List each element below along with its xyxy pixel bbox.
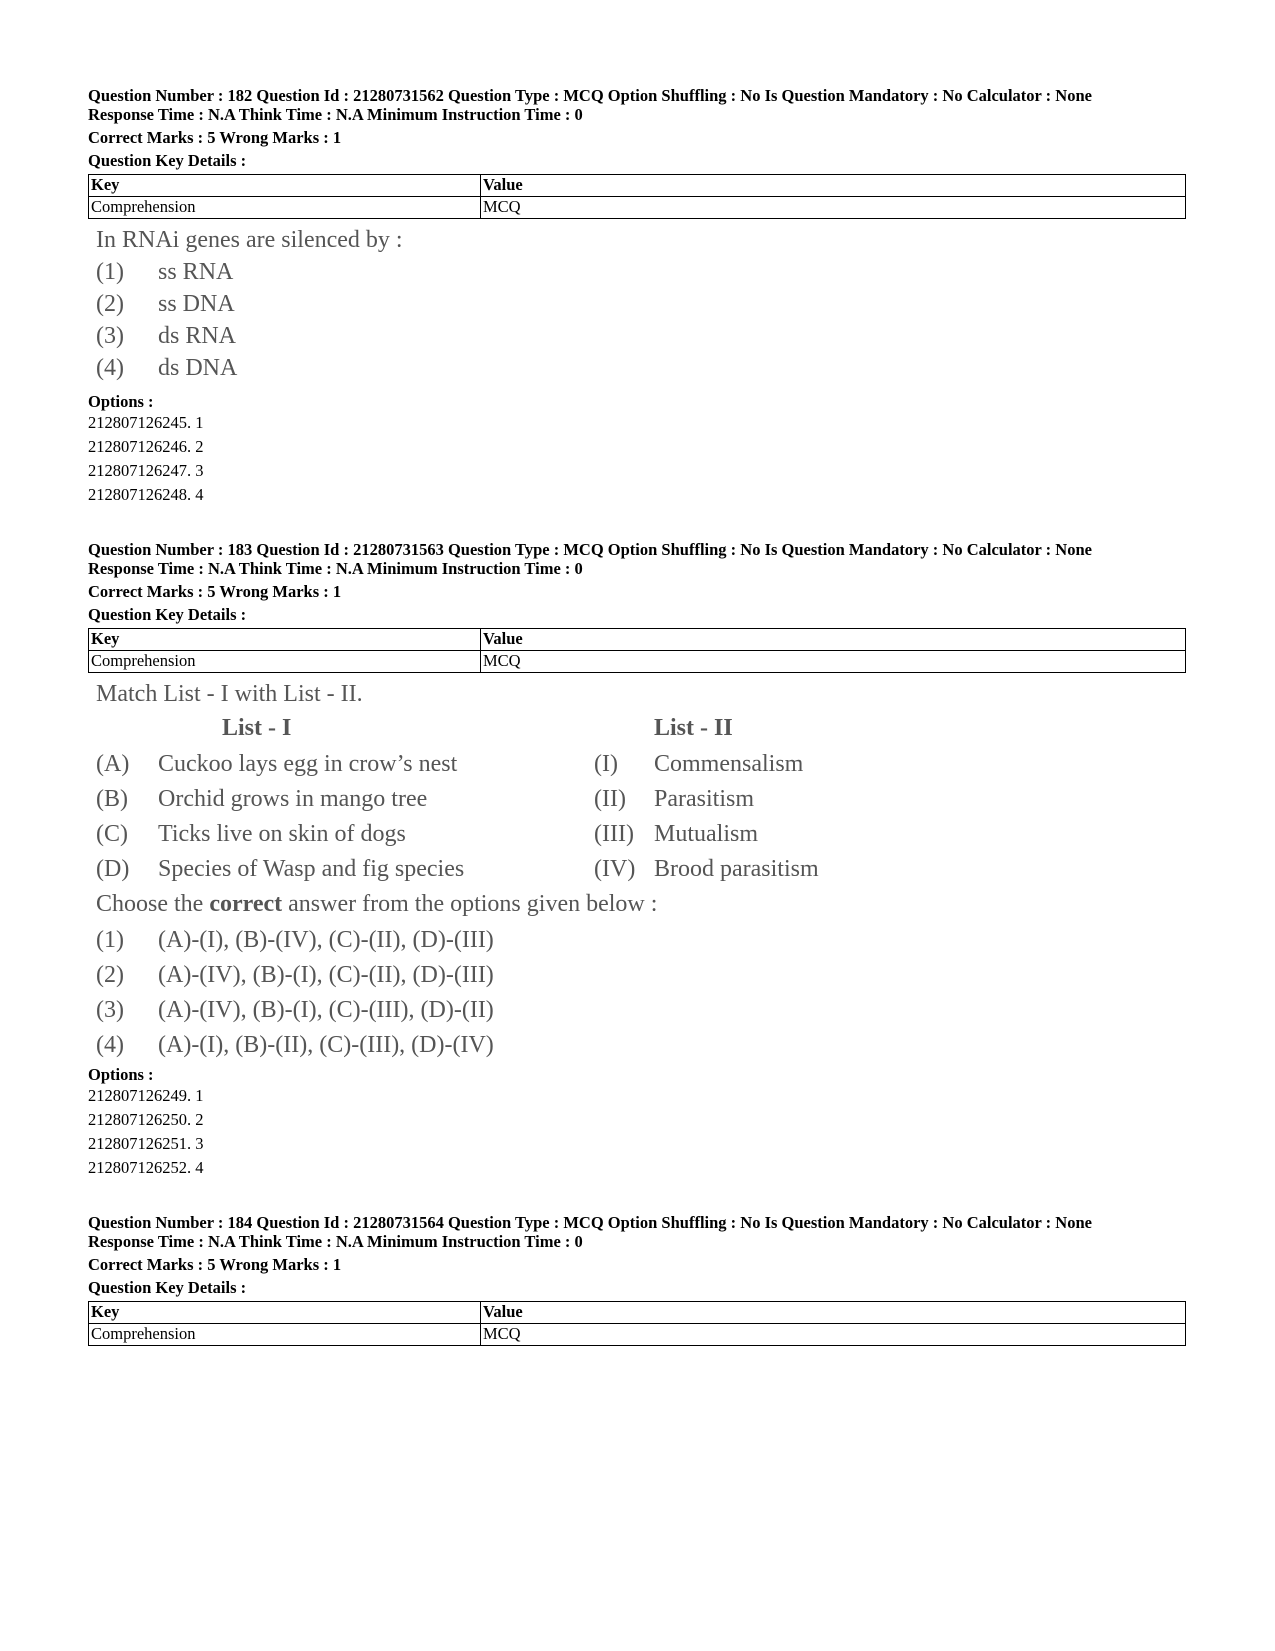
match-row	[96, 786, 856, 813]
marks-line: Correct Marks : 5 Wrong Marks : 1	[88, 1255, 342, 1274]
key-details-table	[88, 174, 1186, 219]
question-stem: Match List - I with List - II.	[96, 681, 363, 707]
choice-text: ss DNA	[158, 291, 235, 317]
choice-text: ss RNA	[158, 259, 234, 285]
choice-row	[96, 997, 494, 1024]
table-header-row	[89, 175, 1186, 197]
timing-line: Response Time : N.A Think Time : N.A Minimum Instruction Time : 0	[88, 1232, 583, 1251]
choice-text: (A)-(IV), (B)-(I), (C)-(III), (D)-(II)	[158, 997, 494, 1023]
match-row	[96, 856, 856, 883]
table-header-row	[89, 629, 1186, 651]
table-row	[89, 197, 1186, 219]
table-cell-key: Comprehension	[89, 651, 481, 673]
option-line: 212807126249. 1	[88, 1086, 204, 1105]
choose-text: answer from the options given below :	[282, 891, 658, 917]
list2-text: Brood parasitism	[654, 856, 819, 882]
question-meta-line: Question Number : 182 Question Id : 21280731562 Question Type : MCQ Option Shuffling : No Is Question Mandatory : No Calculator : None	[88, 86, 1092, 105]
table-cell-key: Comprehension	[89, 197, 481, 219]
table-cell-value: MCQ	[481, 197, 1186, 219]
choice-number: (4)	[96, 1032, 124, 1058]
key-details-title: Question Key Details :	[88, 151, 247, 170]
choice-text: ds DNA	[158, 355, 238, 381]
option-line: 212807126252. 4	[88, 1158, 204, 1177]
option-line: 212807126246. 2	[88, 437, 204, 456]
list1-label: (B)	[96, 786, 128, 812]
question-header	[88, 1213, 1188, 1297]
choice-text: ds RNA	[158, 323, 237, 349]
table-header-value: Value	[481, 629, 1186, 651]
marks-line: Correct Marks : 5 Wrong Marks : 1	[88, 582, 342, 601]
list2-text: Parasitism	[654, 786, 754, 812]
options-section	[88, 1065, 1188, 1180]
list2-label: (IV)	[594, 856, 636, 882]
key-details-title: Question Key Details :	[88, 605, 247, 624]
choice-number: (3)	[96, 997, 124, 1023]
options-title: Options :	[88, 392, 154, 411]
choose-text: Choose the	[96, 891, 210, 917]
table-header-key: Key	[89, 1302, 481, 1324]
table-cell-value: MCQ	[481, 651, 1186, 673]
question-stem: In RNAi genes are silenced by :	[96, 227, 403, 253]
question-meta-line: Question Number : 183 Question Id : 21280731563 Question Type : MCQ Option Shuffling : No Is Question Mandatory : No Calculator : None	[88, 540, 1092, 559]
list2-text: Mutualism	[654, 821, 759, 847]
table-header-value: Value	[481, 175, 1186, 197]
list2-label: (III)	[594, 821, 634, 847]
table-header-key: Key	[89, 629, 481, 651]
list1-label: (A)	[96, 751, 130, 777]
list1-label: (D)	[96, 856, 130, 882]
choose-instruction	[96, 891, 657, 918]
table-cell-key: Comprehension	[89, 1324, 481, 1346]
choice-number: (2)	[96, 962, 124, 988]
list2-title: List - II	[654, 715, 733, 741]
choice-row	[96, 323, 237, 350]
question-header	[88, 540, 1188, 624]
table-row	[89, 651, 1186, 673]
options-title: Options :	[88, 1065, 154, 1084]
option-line: 212807126247. 3	[88, 461, 204, 480]
question-182	[88, 86, 1188, 507]
table-cell-value: MCQ	[481, 1324, 1186, 1346]
choice-text: (A)-(I), (B)-(IV), (C)-(II), (D)-(III)	[158, 927, 494, 953]
choice-row	[96, 355, 238, 382]
options-section	[88, 392, 1188, 507]
choice-row	[96, 1032, 494, 1059]
question-meta-line: Question Number : 184 Question Id : 21280731564 Question Type : MCQ Option Shuffling : No Is Question Mandatory : No Calculator : None	[88, 1213, 1092, 1232]
list1-label: (C)	[96, 821, 128, 847]
option-line: 212807126251. 3	[88, 1134, 204, 1153]
list1-text: Species of Wasp and fig species	[158, 856, 465, 882]
list2-label: (I)	[594, 751, 618, 777]
list1-text: Orchid grows in mango tree	[158, 786, 428, 812]
choice-number: (1)	[96, 259, 124, 285]
choice-number: (3)	[96, 323, 124, 349]
key-details-table	[88, 1301, 1186, 1346]
timing-line: Response Time : N.A Think Time : N.A Minimum Instruction Time : 0	[88, 105, 583, 124]
choice-row	[96, 962, 494, 989]
table-header-row	[89, 1302, 1186, 1324]
choice-row	[96, 927, 494, 954]
key-details-table	[88, 628, 1186, 673]
choice-row	[96, 259, 234, 286]
timing-line: Response Time : N.A Think Time : N.A Minimum Instruction Time : 0	[88, 559, 583, 578]
choice-number: (2)	[96, 291, 124, 317]
choice-row	[96, 291, 235, 318]
question-184	[88, 1213, 1188, 1346]
question-image	[88, 673, 1188, 1059]
choice-number: (4)	[96, 355, 124, 381]
option-line: 212807126248. 4	[88, 485, 204, 504]
marks-line: Correct Marks : 5 Wrong Marks : 1	[88, 128, 342, 147]
choice-number: (1)	[96, 927, 124, 953]
choice-text: (A)-(IV), (B)-(I), (C)-(II), (D)-(III)	[158, 962, 494, 988]
table-header-value: Value	[481, 1302, 1186, 1324]
list1-title: List - I	[222, 715, 292, 741]
list2-text: Commensalism	[654, 751, 804, 777]
list1-text: Cuckoo lays egg in crow’s nest	[158, 751, 458, 777]
key-details-title: Question Key Details :	[88, 1278, 247, 1297]
table-row	[89, 1324, 1186, 1346]
list1-text: Ticks live on skin of dogs	[158, 821, 406, 847]
table-header-key: Key	[89, 175, 481, 197]
choice-text: (A)-(I), (B)-(II), (C)-(III), (D)-(IV)	[158, 1032, 494, 1058]
choose-emphasis: correct	[209, 891, 283, 917]
match-row	[96, 821, 856, 848]
option-line: 212807126245. 1	[88, 413, 204, 432]
question-183	[88, 540, 1188, 1180]
option-line: 212807126250. 2	[88, 1110, 204, 1129]
list2-label: (II)	[594, 786, 626, 812]
match-row	[96, 751, 856, 778]
question-image	[88, 219, 1188, 384]
question-header	[88, 86, 1188, 170]
